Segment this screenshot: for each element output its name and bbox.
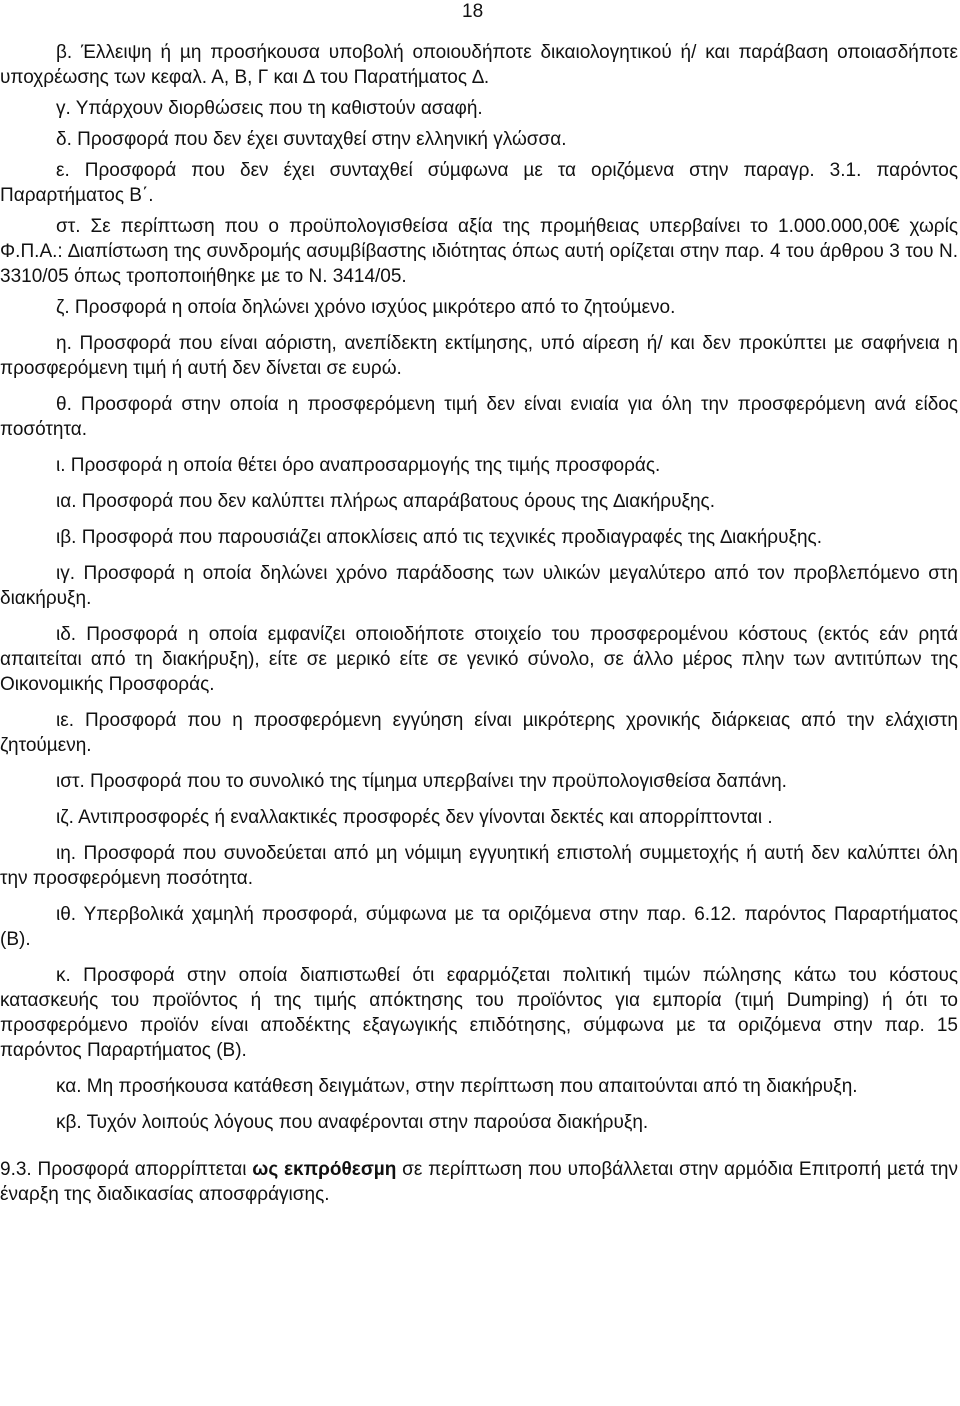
document-body [0,40,960,1218]
final-text-end: σε περίπτωση που υποβάλλεται στην αρµόδια Επιτροπή µετά την έναρξη της διαδικασίας αποσφράγισης. [0,1159,958,1205]
list-item: η. Προσφορά που είναι αόριστη, ανεπίδεκτη εκτίµησης, υπό αίρεση ή/ και δεν προκύπτει µε σαφήνεια η προσφερόµενη τιµή ή αυτή δεν δίνεται σε ευρώ. [0,333,958,379]
list-item: ιθ. Υπερβολικά χαµηλή προσφορά, σύµφωνα µε τα οριζόµενα στην παρ. 6.12. παρόντος Παραρτήµατος (Β). [0,904,958,950]
list-item: ιβ. Προσφορά που παρουσιάζει αποκλίσεις από τις τεχνικές προδιαγραφές της ∆ιακήρυξης. [56,527,822,548]
page-number: 18 [462,1,484,22]
list-item: ζ. Προσφορά η οποία δηλώνει χρόνο ισχύος µικρότερο από το ζητούµενο. [56,297,676,318]
list-item: κα. Μη προσήκουσα κατάθεση δειγµάτων, στην περίπτωση που απαιτούνται από τη διακήρυξη. [56,1076,858,1097]
list-item: κβ. Τυχόν λοιπούς λόγους που αναφέρονται στην παρούσα διακήρυξη. [56,1112,649,1133]
list-item: ιζ. Αντιπροσφορές ή εναλλακτικές προσφορές δεν γίνονται δεκτές και απορρίπτονται . [56,807,773,828]
list-item: θ. Προσφορά στην οποία η προσφερόµενη τιµή δεν είναι ενιαία για όλη την προσφερόµενη ανά είδος ποσότητα. [0,394,958,440]
list-item: ια. Προσφορά που δεν καλύπτει πλήρως απαράβατους όρους της ∆ιακήρυξης. [56,491,715,512]
final-paragraph [0,1157,958,1207]
list-item: κ. Προσφορά στην οποία διαπιστωθεί ότι εφαρµόζεται πολιτική τιµών πώλησης κάτω του κόστους κατασκευής του προϊόντος ή της τιµής απόκτησης του προϊόντος για εµπορία (τιµή Dumping) ή ότι το προσφερόµενο προϊόν είναι αποδέκτης εξαγωγικής επιδότησης, σύµφωνα µε τα οριζόµενα στην παρ. 15 παρόντος Παραρτήµατος (Β). [0,965,958,1061]
list-item: γ. Υπάρχουν διορθώσεις που τη καθιστούν ασαφή. [56,98,483,119]
list-item: ιγ. Προσφορά η οποία δηλώνει χρόνο παράδοσης των υλικών µεγαλύτερο από τον προβλεπόµενο στη διακήρυξη. [0,563,958,609]
final-text-start: 9.3. Προσφορά απορρίπτεται [0,1159,253,1180]
list-item: ιδ. Προσφορά η οποία εµφανίζει οποιοδήποτε στοιχείο του προσφεροµένου κόστους (εκτός εάν ρητά απαιτείται από τη διακήρυξη), είτε σε µερικό είτε σε γενικό σύνολο, σε άλλο µέρος πλην των αντιτύπων της Οικονοµικής Προσφοράς. [0,624,958,695]
late-offer-emphasis: ως εκπρόθεσµη [252,1159,397,1180]
list-item: ιη. Προσφορά που συνοδεύεται από µη νόµιµη εγγυητική επιστολή συµµετοχής ή αυτή δεν καλύπτει όλη την προσφερόµενη ποσότητα. [0,843,958,889]
list-item: β. Έλλειψη ή µη προσήκουσα υποβολή οποιουδήποτε δικαιολογητικού ή/ και παράβαση οποιασδήποτε υποχρέωσης των κεφαλ. Α, Β, Γ και ∆ του Παρατήµατος ∆. [0,42,958,88]
list-item: ιστ. Προσφορά που το συνολικό της τίµηµα υπερβαίνει την προϋπολογισθείσα δαπάνη. [56,771,787,792]
list-item: δ. Προσφορά που δεν έχει συνταχθεί στην ελληνική γλώσσα. [56,129,567,150]
list-item: ε. Προσφορά που δεν έχει συνταχθεί σύµφωνα µε τα οριζόµενα στην παραγρ. 3.1. παρόντος Παραρτήµατος Β΄. [0,160,958,206]
list-item: ι. Προσφορά η οποία θέτει όρο αναπροσαρµογής της τιµής προσφοράς. [56,455,661,476]
list-item: στ. Σε περίπτωση που ο προϋπολογισθείσα αξία της προµήθειας υπερβαίνει το 1.000.000,00€ χωρίς Φ.Π.Α.: ∆ιαπίστωση της συνδροµής ασυµβίβαστης ιδιότητας όπως αυτή ορίζεται στην παρ. 4 του άρθρου 3 του Ν. 3310/05 όπως τροποποιήθηκε µε το Ν. 3414/05. [0,216,958,287]
list-item: ιε. Προσφορά που η προσφερόµενη εγγύηση είναι µικρότερης χρονικής διάρκειας από την ελάχιστη ζητούµενη. [0,710,958,756]
